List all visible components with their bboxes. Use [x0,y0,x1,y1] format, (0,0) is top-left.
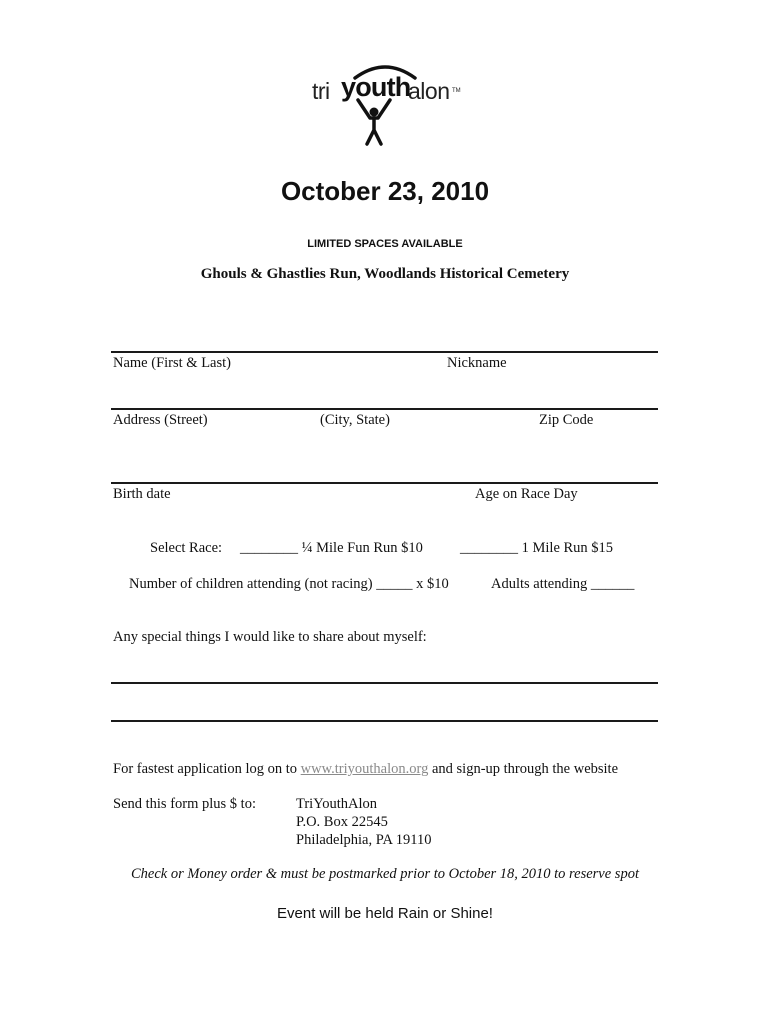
rain-or-shine-footer: Event will be held Rain or Shine! [277,905,493,922]
online-prefix: For fastest application log on to [113,761,298,777]
special-line-1 [111,682,658,684]
logo-trademark: TM [452,88,461,94]
birth-row-line [111,482,658,484]
race-option-quarter-mile: ________ ¼ Mile Fun Run $10 [240,540,423,556]
race-option-one-mile: ________ 1 Mile Run $15 [460,540,614,556]
zip-field-label: Zip Code [539,412,594,428]
age-field-label: Age on Race Day [475,486,578,502]
online-suffix: and sign-up through the website [431,761,619,777]
address-field-label: Address (Street) [113,412,208,428]
logo-text-alon: alon [408,78,450,104]
send-form-label: Send this form plus $ to: [113,796,256,812]
children-attending-label: Number of children attending (not racing) _____ x $10 [129,576,449,592]
logo-text-youth: youth [341,72,411,102]
city-state-field-label: (City, State) [320,412,390,428]
postmark-notice: Check or Money order & must be postmarked prior to October 18, 2010 to reserve spot [131,866,639,882]
name-field-label: Name (First & Last) [113,355,231,371]
adults-attending-label: Adults attending ______ [491,576,635,592]
mail-address-line-2: P.O. Box 22545 [296,814,388,830]
mail-address-line-1: TriYouthAlon [296,796,378,812]
online-registration-text [113,761,618,778]
logo-text-tri: tri [312,78,330,104]
name-row-line [111,351,658,353]
birth-date-field-label: Birth date [113,486,171,502]
website-link[interactable]: www.triyouthalon.org [300,761,429,777]
mail-address-line-3: Philadelphia, PA 19110 [296,832,432,848]
event-title: Ghouls & Ghastlies Run, Woodlands Historical Cemetery [200,266,570,282]
nickname-field-label: Nickname [447,355,507,371]
special-things-label: Any special things I would like to share about myself: [113,629,427,645]
event-date: October 23, 2010 [280,176,490,206]
select-race-label: Select Race: [150,540,223,556]
limited-spaces-notice: LIMITED SPACES AVAILABLE [307,238,463,250]
person-arms-up-icon [358,100,390,144]
address-row-line [111,408,658,410]
special-line-2 [111,720,658,722]
